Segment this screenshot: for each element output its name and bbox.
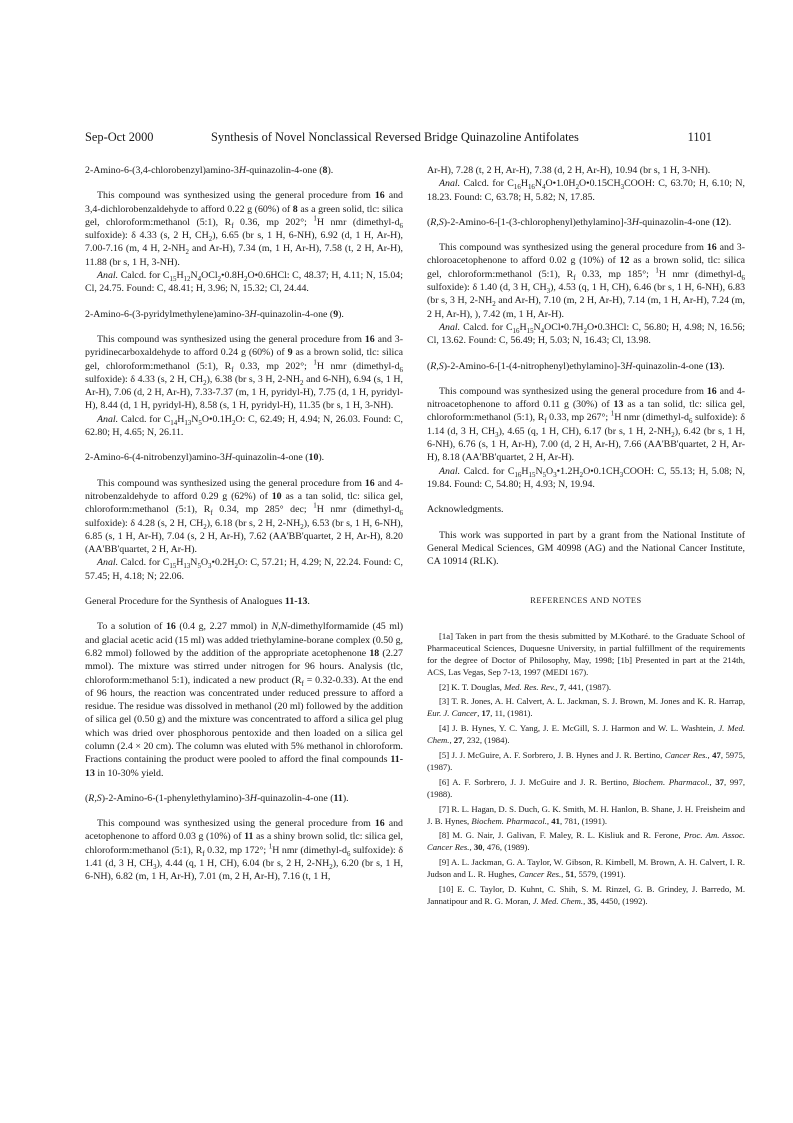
- journal-issue: Sep-Oct 2000: [85, 130, 154, 144]
- compound-heading: 2-Amino-6-(3,4-chlorobenzyl)amino-3H-quinazolin-4-one (8).: [85, 165, 334, 176]
- procedure-paragraph: This compound was synthesized using the general procedure from 16 and acetophenone to afford 0.03 g (10%) of 11 as a shiny brown solid, tlc: silica gel, chloroform:methanol (5:1), $R_f$ 0.32, mp 172°; $^1$H nmr ($dimethyl-d_6$ sulfoxide): δ 1.41 (d, 3 H, $CH_3$), 4.44 (q, 1 H, CH), 6.04 (br s, 2 H, $2-NH_2$), 6.20 (br s, 1 H, 6-NH), 6.82 (m, 1 H, Ar-H), 7.01 (m, 2 H, Ar-H), 7.16 (t, 1 H,: [85, 818, 404, 883]
- procedure-paragraph: This compound was synthesized using the general procedure from 16 and 4-nitroacetophenone to afford 0.11 g (30%) of 13 as a tan solid, tlc: silica gel, chloroform:methanol (5:1), $R_f$ 0.33, mp 267°; $^1$H nmr ($dimethyl-d_6$ sulfoxide): δ 1.14 (d, 3 H, $CH_3$), 4.65 (q, 1 H, CH), 6.17 (br s, 1 H, $2-NH_2$), 6.42 (br s, 1 H, 6-NH), 6.76 (s, 1 H, Ar-H), 7.00 (d, 2 H, Ar-H), 7.66 (AA'BB'quartet, 2 H, Ar-H), 8.18 (AA'BB'quartet, 2 H, Ar-H).: [427, 385, 746, 464]
- references-heading: REFERENCES AND NOTES: [530, 596, 642, 606]
- page-number: 1101: [687, 130, 712, 144]
- reference-entry: [3] T. R. Jones, A. H. Calvert, A. L. Jackman, S. J. Brown, M. Jones and K. R. Harrap, Eur. J. Cancer, 17, 11, (1981).: [427, 696, 745, 719]
- running-header: [85, 130, 712, 146]
- paragraph-continuation: Ar-H), 7.28 (t, 2 H, Ar-H), 7.38 (d, 2 H, Ar-H), 10.94 (br s, 1 H, 3-NH).: [427, 165, 711, 176]
- analysis-paragraph: Anal. Calcd. for $C_{14}H_{13}N_5O•0.1H_2O$: C, 62.49; H, 4.94; N, 26.03. Found: C, 62.80; H, 4.65; N, 26.11.: [85, 413, 403, 439]
- reference-entry: [2] K. T. Douglas, Med. Res. Rev., 7, 441, (1987).: [439, 681, 612, 692]
- reference-entry: [7] R. L. Hagan, D. S. Duch, G. K. Smith, M. H. Hanlon, B. Shane, J. H. Freisheim and J. B. Hynes, Biochem. Pharmacol., 41, 781, (1991).: [427, 803, 745, 826]
- analysis-paragraph: Anal. Calcd. for $C_{15}H_{13}N_5O_3•0.2H_2O$: C, 57.21; H, 4.29; N, 22.24. Found: C, 57.45; H, 4.18; N; 22.06.: [85, 557, 403, 582]
- reference-entry: [5] J. J. McGuire, A. F. Sorbrero, J. B. Hynes and J. R. Bertino, Cancer Res., 47, 5975, (1987).: [427, 749, 746, 772]
- procedure-paragraph: This compound was synthesized using the general procedure from 16 and 3-pyridinecarboxaldehyde to afford 0.24 g (60%) of 9 as a brown solid, tlc: silica gel, chloroform:methanol (5:1), $R_f$ 0.33, mp 202°; $^1$H nmr ($dimethyl-d_6$ sulfoxide): δ 4.33 (s, 2 H, $CH_2$), 6.38 (br s, 3 H, $2-NH_2$ and 6-NH), 6.94 (s, 1 H, Ar-H), 7.06 (d, 2 H, Ar-H), 7.33-7.37 (m, 1 H, pyridyl-H), 7.75 (d, 1 H, pyridyl-H), 8.44 (d, 1 H, pyridyl-H), 8.58 (s, 1 H, pyridyl-H), 11.35 (br s, 1 H, 3-NH).: [85, 333, 404, 412]
- acknowledgments-heading: Acknowledgments.: [427, 504, 504, 516]
- analysis-paragraph: To a solution of 16 (0.4 g, 2.27 mmol) in N,N-dimethylformamide (45 ml) and glacial acetic acid (15 ml) was added triethylamine-borane complex (0.50 g, 6.82 mmol) followed by the addition of the appropriate acetophenone 18 (2.27 mmol). The mixture was stirred under nitrogen for 96 hours. Analysis (tlc, chloroform:methanol 5:1), indicated a new product $(R_f = 0.32-0.33)$. At the end of 96 hours, the reaction was concentrated under reduced pressure to afford a residue. The residue was dissolved in methanol (20 ml) followed by the addition of silica gel (0.50 g) and the mixture was concentrated to afford a silica gel plug which was dried over phosphorous pentoxide and then loaded on a silica gel column (2.4 × 20 cm). The column was eluted with 5% methanol in chloroform. Fractions containing the product were pooled to afford the final compounds 11-13 in 10-30% yield.: [85, 621, 403, 779]
- acknowledgments-text: This work was supported in part by a grant from the National Institute of General Medical Sciences, GM 40998 (AG) and the National Cancer Institute, CA 10914 (RLK).: [427, 529, 745, 568]
- compound-heading: 2-Amino-6-(3-pyridylmethylene)amino-3H-quinazolin-4-one (9).: [85, 308, 344, 320]
- reference-entry: [6] A. F. Sorbrero, J. J. McGuire and J. R. Bertino, Biochem. Pharmacol., 37, 997, (1988).: [427, 776, 746, 799]
- procedure-paragraph: This compound was synthesized using the general procedure from 16 and 3-chloroacetophenone to afford 0.02 g (10%) of 12 as a brown solid, tlc: silica gel, chloroform:methanol (5:1), $R_f$ 0.33, mp 185°; $^1$H nmr ($dimethyl-d_6$ sulfoxide): δ 1.40 (d, 3 H, $CH_3$), 4.53 (q, 1 H, CH), 6.46 (br s, 1 H, 6-NH), 6.83 (br s, 3 H, $2-NH_2$ and Ar-H), 7.10 (m, 2 H, Ar-H), 7.14 (m, 1 H, Ar-H), 7.24 (m, 2 H, Ar-H), ), 7.42 (m, 1 H, Ar-H).: [427, 242, 746, 320]
- section-heading: General Procedure for the Synthesis of Analogues 11-13.: [85, 596, 310, 608]
- analysis-paragraph: Anal. Calcd. for $C_{16}H_{15}N_4OCl•0.7H_2O•0.3HCl$: C, 56.80; H, 4.98; N, 16.56; Cl, 13.62. Found: C, 56.49; H, 5.03; N, 16.43; Cl, 13.98.: [427, 321, 745, 347]
- procedure-paragraph: This compound was synthesized using the general procedure from 16 and 4-nitrobenzaldehyde to afford 0.29 g (62%) of 10 as a tan solid, tlc: silica gel, chloroform:methanol (5:1), $R_f$ 0.34, mp 285° dec; $^1$H nmr ($dimethyl-d_6$ sulfoxide): δ 4.28 (s, 2 H, $CH_2$), 6.18 (br s, 2 H, $2-NH_2$), 6.53 (br s, 1 H, 6-NH), 6.85 (s, 1 H, Ar-H), 7.04 (s, 2 H, Ar-H), 7.62 (AA'BB'quartet, 2 H, Ar-H), 8.20 (AA'BB'quartet, 2 H, Ar-H).: [85, 477, 404, 556]
- compound-heading: (R,S)-2-Amino-6-[1-(3-chlorophenyl)ethylamino]-3H-quinazolin-4-one (12).: [427, 216, 732, 228]
- left-column: [85, 164, 403, 884]
- right-column: [427, 164, 745, 910]
- analysis-paragraph: Anal. Calcd. for $C_{16}H_{16}N_4O•1.0H_2O•0.15CH_3COOH$: C, 63.70; H, 6.10; N, 18.23. Found: C, 63.78; H, 5.82; N, 17.85.: [427, 178, 745, 203]
- compound-heading: (R,S)-2-Amino-6-(1-phenylethylamino)-3H-quinazolin-4-one (11).: [85, 792, 349, 804]
- reference-entry: [4] J. B. Hynes, Y. C. Yang, J. E. McGill, S. J. Harmon and W. L. Washtein, J. Med. Chem., 27, 232, (1984).: [427, 723, 746, 746]
- compound-heading: (R,S)-2-Amino-6-[1-(4-nitrophenyl)ethylamino]-3H-quinazolin-4-one (13).: [427, 360, 725, 372]
- running-title: Synthesis of Novel Nonclassical Reversed Bridge Quinazoline Antifolates: [211, 130, 579, 144]
- reference-entry: [8] M. G. Nair, J. Galivan, F. Maley, R. L. Kisliuk and R. Ferone, Proc. Am. Assoc. Cancer Res., 30, 476, (1989).: [427, 830, 745, 853]
- reference-entry: [1a] Taken in part from the thesis submitted by M.Kotharé. to the Graduate School of Pharmaceutical Sciences, Duquesne University, in partial fulfillment of the requirements for the degree of Doctor of Philosophy, May, 1998; [1b] Presented in part at the 214th, ACS, Las Vegas, Sep 7-13, 1997 (MEDI 167).: [427, 630, 745, 677]
- procedure-paragraph: This compound was synthesized using the general procedure from 16 and 3,4-dichlorobenzaldehyde to afford 0.22 g (60%) of 8 as a green solid, tlc: silica gel, chloroform:methanol (5:1), $R_f$ 0.36, mp 202°; $^1$H nmr ($dimethyl-d_6$ sulfoxide): δ 4.33 (s, 2 H, $CH_2$), 6.65 (br s, 1 H, 6-NH), 6.92 (d, 1 H, Ar-H), 7.00-7.16 (m, 4 H, $2-NH_2$ and Ar-H), 7.34 (m, 1 H, Ar-H), 7.58 (t, 2 H, Ar-H), 11.88 (br s, 1 H, 3-NH).: [85, 190, 404, 268]
- reference-entry: [10] E. C. Taylor, D. Kuhnt, C. Shih, S. M. Rinzel, G. B. Grindey, J. Barredo, M. Jannatipour and R. G. Moran, J. Med. Chem., 35, 4450, (1992).: [427, 883, 745, 906]
- analysis-paragraph: Anal. Calcd. for $C_{15}H_{12}N_4OCl_2•0.8H_2O•0.6HCl$: C, 48.37; H, 4.11; N, 15.04; Cl, 24.75. Found: C, 48.41; H, 3.96; N, 15.32; Cl, 24.44.: [85, 270, 403, 295]
- analysis-paragraph: Anal. Calcd. for $C_{16}H_{15}N_5O_3•1.2H_2O•0.1CH_3COOH$: C, 55.13; H, 5.08; N, 19.84. Found: C, 54.80; H, 4.93; N, 19.94.: [427, 465, 746, 490]
- compound-heading: 2-Amino-6-(4-nitrobenzyl)amino-3H-quinazolin-4-one (10).: [85, 452, 325, 464]
- reference-entry: [9] A. L. Jackman, G. A. Taylor, W. Gibson, R. Kimbell, M. Brown, A. H. Calvert, I. R. Judson and L. R. Hughes, Cancer Res., 51, 5579, (1991).: [427, 857, 745, 880]
